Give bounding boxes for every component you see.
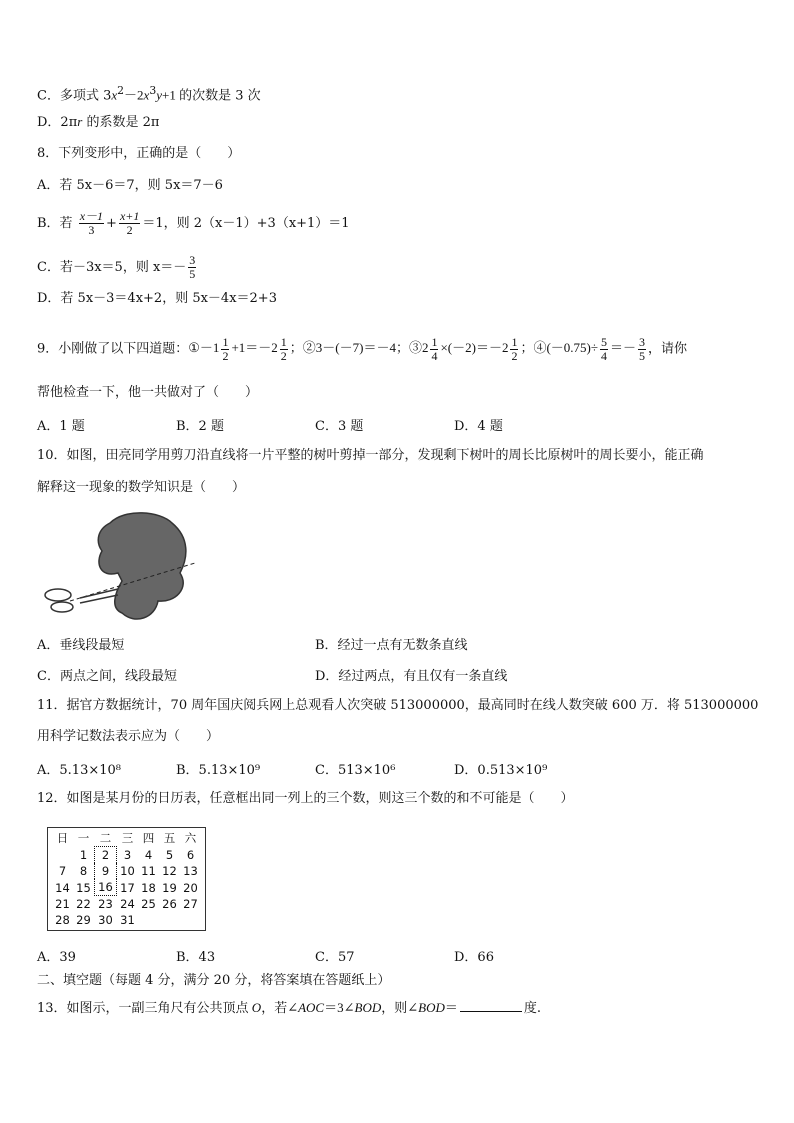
q8-option-b: B．若 $\frac{x-1}{3}$ + $\frac{x+1}{2}$ ＝1，则 2（x－1）+3（x+1）＝1 bbox=[37, 209, 350, 237]
calendar-cell: 31 bbox=[120, 913, 135, 927]
q12-option-a: A．39 bbox=[37, 950, 76, 965]
calendar-table bbox=[47, 827, 206, 931]
q7-option-d: D．2πr 的系数是 2π bbox=[37, 114, 160, 130]
q12-stem: 12．如图是某月份的日历表，任意框出同一列上的三个数，则这三个数的和不可能是（ ） bbox=[37, 791, 574, 806]
q13-stem: 13．如图示，一副三角尺有公共顶点 O，若∠AOC＝3∠BOD，则∠BOD＝ 度. bbox=[37, 1000, 542, 1016]
calendar-cell: 19 bbox=[162, 880, 177, 895]
q10-stem-line1: 10．如图，田亮同学用剪刀沿直线将一片平整的树叶剪掉一部分，发现剩下树叶的周长比原树叶的周长要小，能正确 bbox=[37, 448, 704, 463]
calendar-cell: 23 bbox=[98, 897, 113, 911]
calendar-cell bbox=[138, 912, 159, 928]
calendar-cell: 29 bbox=[76, 913, 91, 927]
calendar-cell: 4 bbox=[144, 847, 153, 862]
calendar-cell: 13 bbox=[183, 864, 198, 878]
calendar-header-cell: 五 bbox=[163, 831, 176, 845]
q9-option-c: C．3 题 bbox=[315, 419, 364, 434]
calendar-cell: 20 bbox=[183, 880, 198, 895]
calendar-cell: 24 bbox=[120, 897, 135, 911]
q7-option-c: C．多项式 $3x^2-2x^3y+1$ 的次数是 3 次 bbox=[37, 84, 261, 104]
calendar-cell bbox=[159, 912, 180, 928]
q10-option-a: A．垂线段最短 bbox=[37, 638, 125, 653]
q11-option-b: B．5.13×10⁹ bbox=[176, 763, 261, 778]
calendar-cell: 5 bbox=[165, 847, 174, 862]
calendar-row bbox=[52, 879, 201, 896]
calendar-cell bbox=[180, 912, 201, 928]
calendar-cell: 1 bbox=[79, 847, 88, 862]
section-heading-fill-in: 二、填空题（每题 4 分，满分 20 分，将答案填在答题纸上） bbox=[37, 973, 391, 988]
q11-stem-line2: 用科学记数法表示应为（ ） bbox=[37, 729, 220, 744]
calendar-cell: 22 bbox=[76, 897, 91, 911]
q12-option-b: B．43 bbox=[176, 950, 216, 965]
q11-option-c: C．513×10⁶ bbox=[315, 763, 396, 778]
calendar-cell: 18 bbox=[141, 880, 156, 895]
calendar-cell bbox=[52, 846, 73, 863]
q12-option-c: C．57 bbox=[315, 950, 355, 965]
q10-option-b: B．经过一点有无数条直线 bbox=[315, 638, 468, 653]
calendar-cell: 26 bbox=[162, 897, 177, 911]
calendar-row bbox=[52, 846, 201, 863]
calendar-cell: 17 bbox=[120, 880, 135, 895]
q9-option-b: B．2 题 bbox=[176, 419, 224, 434]
calendar-cell-boxed: 2 bbox=[94, 846, 117, 863]
calendar-cell: 7 bbox=[58, 864, 67, 878]
calendar-cell: 8 bbox=[79, 864, 88, 878]
calendar-header-cell: 二 bbox=[99, 831, 112, 845]
calendar-cell-boxed: 9 bbox=[94, 863, 117, 879]
calendar-cell: 6 bbox=[186, 847, 195, 862]
calendar-cell: 15 bbox=[76, 880, 91, 895]
calendar-cell: 11 bbox=[141, 864, 156, 878]
q9-stem: 9．小刚做了以下四道题：①－1 $\frac{1}{2}$ +1＝－2 $\frac{1}{2}$ ；②3－(－7)＝－4；③2 $\frac{1}{4}$ ×(－2)＝－2 $\frac{1}{2}$ ；④(－0.75)÷ $\frac{5}{4}$ ＝－ $\frac{3}{5}$ ，请你 bbox=[37, 335, 688, 363]
q8-option-d: D．若 5x－3＝4x+2，则 5x－4x＝2+3 bbox=[37, 291, 277, 306]
calendar-header-cell: 一 bbox=[77, 831, 90, 845]
q10-option-d: D．经过两点，有且仅有一条直线 bbox=[315, 669, 508, 684]
calendar-row bbox=[52, 863, 201, 879]
calendar-cell: 25 bbox=[141, 897, 156, 911]
calendar-header-cell: 四 bbox=[142, 831, 155, 845]
calendar-header-cell: 六 bbox=[184, 831, 197, 845]
q9-option-d: D．4 题 bbox=[454, 419, 503, 434]
q9-line2: 帮他检查一下，他一共做对了（ ） bbox=[37, 385, 259, 400]
calendar-cell: 21 bbox=[55, 897, 70, 911]
q8-option-c: C．若－3x＝5，则 x＝－ $\frac{3}{5}$ bbox=[37, 253, 196, 281]
calendar-header-cell: 三 bbox=[121, 831, 134, 845]
q9-option-a: A．1 题 bbox=[37, 419, 85, 434]
q11-option-d: D．0.513×10⁹ bbox=[454, 763, 548, 778]
q11-option-a: A．5.13×10⁸ bbox=[37, 763, 121, 778]
q10-stem-line2: 解释这一现象的数学知识是（ ） bbox=[37, 480, 246, 495]
calendar-header-cell: 日 bbox=[56, 831, 69, 845]
calendar-cell: 10 bbox=[120, 864, 135, 878]
calendar-row bbox=[52, 912, 201, 928]
calendar-row bbox=[52, 896, 201, 912]
q10-option-c: C．两点之间，线段最短 bbox=[37, 669, 177, 684]
q8-stem: 8．下列变形中，正确的是（ ） bbox=[37, 146, 241, 161]
q8-option-a: A．若 5x－6＝7，则 5x＝7－6 bbox=[37, 178, 223, 193]
calendar-header-row bbox=[52, 830, 201, 846]
calendar-cell: 30 bbox=[98, 913, 113, 927]
calendar-cell: 3 bbox=[123, 847, 132, 862]
calendar-cell: 14 bbox=[55, 880, 70, 895]
leaf-scissors-figure bbox=[40, 503, 200, 635]
calendar-cell: 12 bbox=[162, 864, 177, 878]
q11-stem-line1: 11．据官方数据统计，70 周年国庆阅兵网上总观看人次突破 513000000，最高同时在线人数突破 600 万．将 513000000 bbox=[37, 698, 759, 713]
calendar-cell: 28 bbox=[55, 913, 70, 927]
q13-answer-blank[interactable] bbox=[460, 1011, 522, 1012]
calendar-cell: 27 bbox=[183, 897, 198, 911]
calendar-cell-boxed: 16 bbox=[94, 879, 117, 896]
q12-option-d: D．66 bbox=[454, 950, 494, 965]
